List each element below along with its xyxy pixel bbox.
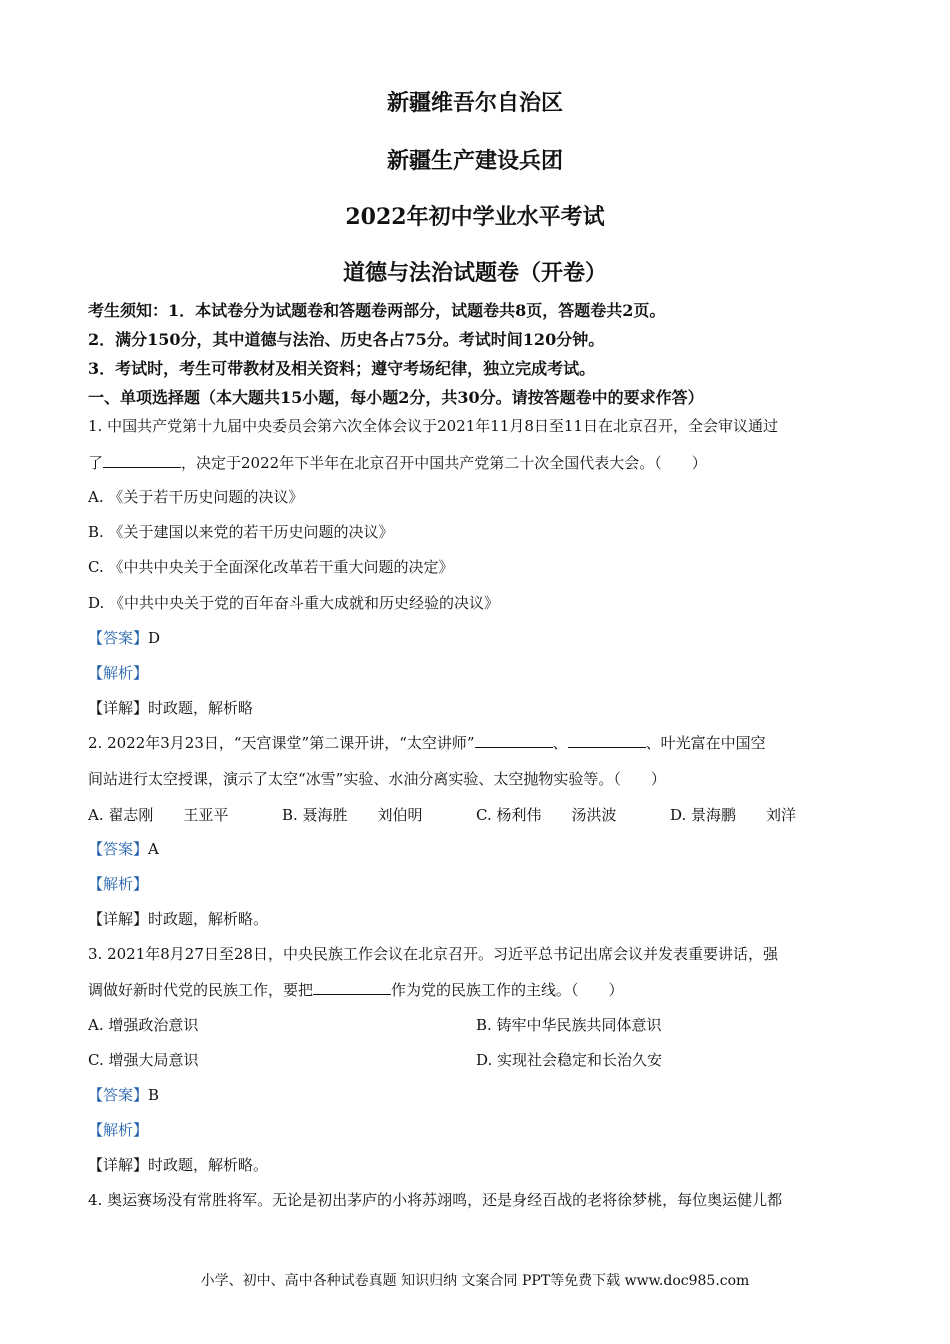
q3-answer: [88, 1084, 159, 1105]
notice-3: 3．考试时，考生可带教材及相关资料；遵守考场纪律，独立完成考试。: [88, 359, 596, 378]
detail-text: 时政题，解析略。: [148, 910, 269, 928]
title-region: 新疆维吾尔自治区: [386, 90, 563, 116]
q1-option-c: C. 《中共中央关于全面深化改革若干重大问题的决定》: [88, 558, 454, 576]
q1-stem-line2: [88, 452, 707, 473]
q2-blank-2: [568, 733, 646, 748]
q1-stem-post: ，决定于2022年下半年在北京召开中国共产党第二十次全国代表大会。（ ）: [181, 454, 707, 472]
q3-stem-post: 作为党的民族工作的主线。（ ）: [391, 981, 624, 999]
detail-tag: 【详解】: [88, 699, 149, 717]
q2-option-b: B. 聂海胜 刘伯明: [282, 806, 423, 824]
detail-text: 时政题，解析略: [148, 699, 254, 717]
q2-option-a: A. 翟志刚 王亚平: [88, 806, 229, 824]
q3-analysis-tag: 【解析】: [88, 1121, 149, 1139]
q2-answer: [88, 838, 159, 859]
q2-blank-1: [475, 733, 553, 748]
q2-stem-mid: 、: [552, 734, 568, 752]
q2-analysis-tag: 【解析】: [88, 875, 149, 893]
q3-stem-line2: [88, 979, 624, 1000]
title-exam: 2022年初中学业水平考试: [345, 204, 605, 230]
q2-option-d: D. 景海鹏 刘洋: [670, 806, 797, 824]
detail-tag: 【详解】: [88, 910, 149, 928]
q1-analysis-tag: 【解析】: [88, 664, 149, 682]
notice-1: 考生须知：1．本试卷分为试题卷和答题卷两部分，试题卷共8页，答题卷共2页。: [88, 301, 666, 320]
q3-option-a: A. 增强政治意识: [88, 1016, 199, 1034]
q2-option-c: C. 杨利伟 汤洪波: [476, 806, 617, 824]
answer-tag: 【答案】: [88, 1086, 149, 1104]
q2-stem-line1: [88, 732, 766, 753]
notice-2: 2．满分150分，其中道德与法治、历史各占75分。考试时间120分钟。: [88, 330, 605, 349]
section-heading: 一、单项选择题（本大题共15小题，每小题2分，共30分。请按答题卷中的要求作答）: [88, 388, 704, 407]
q1-answer: [88, 627, 160, 648]
q3-stem-pre: 调做好新时代党的民族工作，要把: [88, 981, 314, 999]
q4-stem-line1: 4. 奥运赛场没有常胜将军。无论是初出茅庐的小将苏翊鸣，还是身经百战的老将徐梦桃，每位奥运健儿都: [88, 1191, 783, 1209]
q1-detail: [88, 697, 253, 718]
detail-tag: 【详解】: [88, 1156, 149, 1174]
q3-option-c: C. 增强大局意识: [88, 1051, 199, 1069]
title-subject: 道德与法治试题卷（开卷）: [342, 260, 607, 286]
page-footer: 小学、初中、高中各种试卷真题 知识归纳 文案合同 PPT等免费下载 www.doc985.com: [200, 1273, 750, 1289]
q1-blank: [103, 453, 181, 468]
q1-option-a: A. 《关于若干历史问题的决议》: [88, 488, 304, 506]
answer-value: B: [148, 1086, 160, 1104]
q1-option-b: B. 《关于建国以来党的若干历史问题的决议》: [88, 523, 394, 541]
q2-stem-line2: 间站进行太空授课，演示了太空“冰雪”实验、水油分离实验、太空抛物实验等。（ ）: [88, 770, 666, 788]
q3-option-b: B. 铸牢中华民族共同体意识: [476, 1016, 662, 1034]
q2-stem-post: 、叶光富在中国空: [645, 734, 766, 752]
answer-value: D: [148, 629, 161, 647]
q3-stem-line1: 3. 2021年8月27日至28日，中央民族工作会议在北京召开。习近平总书记出席会议并发表重要讲话，强: [88, 945, 778, 963]
q1-stem-pre: 了: [88, 454, 104, 472]
q1-option-d: D. 《中共中央关于党的百年奋斗重大成就和历史经验的决议》: [88, 594, 500, 612]
detail-text: 时政题，解析略。: [148, 1156, 269, 1174]
q2-detail: [88, 908, 268, 929]
q3-option-d: D. 实现社会稳定和长治久安: [476, 1051, 663, 1069]
answer-tag: 【答案】: [88, 840, 149, 858]
title-corps: 新疆生产建设兵团: [386, 148, 563, 174]
q3-blank: [313, 980, 391, 995]
q3-detail: [88, 1154, 268, 1175]
answer-value: A: [148, 840, 159, 858]
q1-stem-line1: 1. 中国共产党第十九届中央委员会第六次全体会议于2021年11月8日至11日在北京召开，全会审议通过: [88, 417, 778, 435]
q2-stem-pre: 2. 2022年3月23日，“天宫课堂”第二课开讲，“太空讲师”: [88, 734, 475, 752]
answer-tag: 【答案】: [88, 629, 149, 647]
